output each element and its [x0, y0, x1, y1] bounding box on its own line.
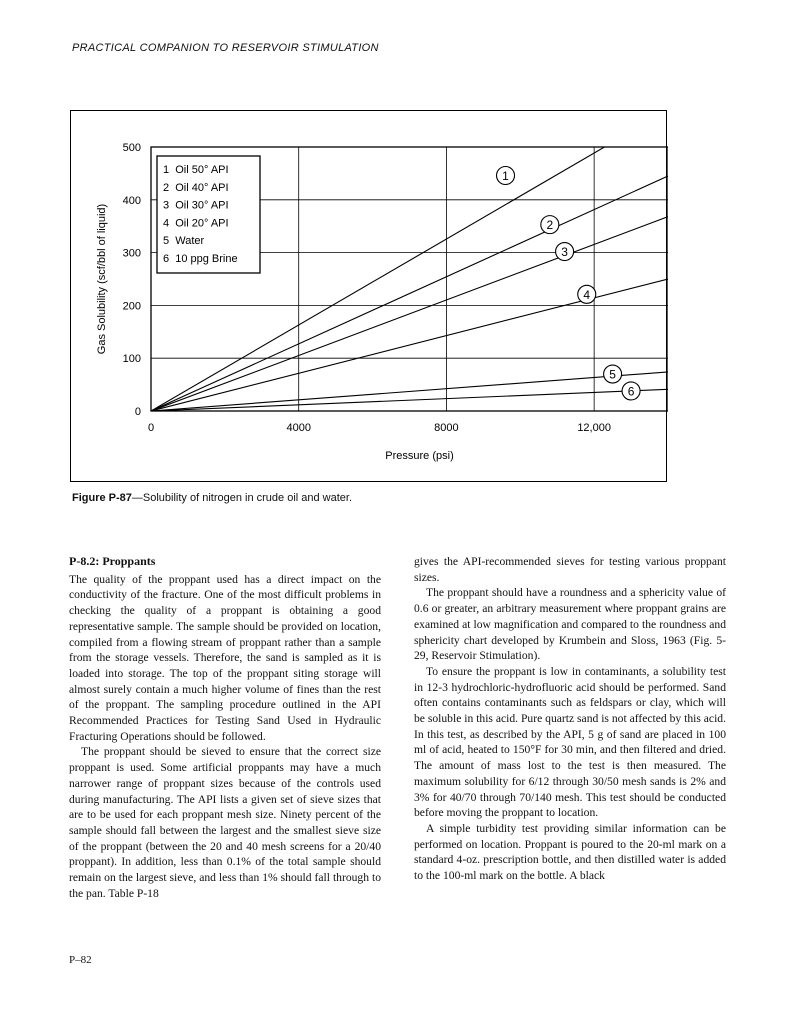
x-tick-label: 4000	[286, 422, 311, 434]
paragraph: A simple turbidity test providing similar information can be performed on location. Proppant is poured to the 20-ml mark on a standard 4-oz. prescription bottle, and then distilled water is added to the 100-ml mark on the bottle. A black	[414, 821, 726, 883]
x-tick-label: 0	[147, 422, 155, 434]
x-tick-label: 8000	[434, 422, 459, 434]
legend-entry: 5 Water	[163, 235, 205, 248]
figure-caption-label: Figure P-87	[72, 492, 132, 504]
x-axis-label: Pressure (psi)	[385, 450, 454, 462]
figure-frame	[70, 110, 667, 482]
legend-entry: 4 Oil 20° API	[163, 217, 229, 230]
paragraph: The quality of the proppant used has a direct impact on the conductivity of the fracture. One of the most difficult problems in checking the quality of a proppant is obtaining a good representative sample. The sample should be provided on location, compiled from a flowing stream of proppant rather than a sample from the storage vessels. Therefore, the sand is sampled as it is loaded into storage. The top of the proppant siting storage will almost surely contain a much higher volume of fines than the rest of the proppant. The sampling procedure outlined in the API Recommended Practices for Testing Sand Used in Hydraulic Fracturing Operations should be followed.	[69, 572, 381, 743]
legend-entry: 1 Oil 50° API	[163, 164, 229, 176]
right-column	[414, 554, 726, 884]
y-tick-label: 500	[122, 142, 141, 154]
y-tick-label: 100	[122, 353, 141, 366]
legend-entry: 6 10 ppg Brine	[163, 253, 238, 265]
figure-caption	[72, 492, 352, 504]
y-tick-label: 300	[122, 247, 141, 260]
legend-entry: 2 Oil 40° API	[163, 181, 229, 194]
curve-marker-label: 2	[546, 218, 554, 233]
left-column	[69, 554, 381, 901]
paragraph: To ensure the proppant is low in contaminants, a solubility test in 12-3 hydrochloric-hydrofluoric acid should be performed. Sand often contains contaminants such as feldspars or clay, which will be soluble in this acid. Pure quartz sand is not affected by this acid. In this test, as described by the API, 5 g of sand are placed in 100 ml of acid, heated to 150°F for 30 min, and then filtered and dried. The amount of mass lost to the test is then measured. The maximum solubility for 6/12 through 30/50 mesh sands is 2% and 3% for 40/70 through 70/140 mesh. This test should be conducted before moving the proppant to location.	[414, 664, 726, 820]
curve-marker-label: 5	[609, 367, 616, 382]
y-tick-label: 0	[134, 406, 141, 418]
legend-entry: 3 Oil 30° API	[163, 199, 229, 212]
curve-marker-label: 1	[502, 169, 509, 184]
series-line-6	[151, 389, 668, 411]
section-heading: P-8.2: Proppants	[69, 554, 156, 568]
solubility-chart	[71, 111, 668, 483]
paragraph: The proppant should be sieved to ensure that the correct size proppant is used. Some artificial proppants may have a much narrower range of proppant sizes because of the controls used during manufacturing. The API lists a given set of sieve sizes that are to be used for each proppant mesh size. Ninety percent of the sample should fall between the largest and the smallest sieve size of the proppant (between the 20 and 40 mesh screens for a 20/40 proppant). In addition, less than 0.1% of the total sample should remain on the largest sieve, and less than 1% should fall through to the pan. Table P-18	[69, 745, 381, 900]
y-tick-label: 200	[122, 300, 141, 313]
y-tick-label: 400	[122, 194, 141, 207]
x-tick-label: 12,000	[577, 422, 611, 434]
figure-caption-text: —Solubility of nitrogen in crude oil and water.	[131, 492, 353, 504]
paragraph: The proppant should have a roundness and a sphericity value of 0.6 or greater, an arbitrary measurement where proppant grains are examined at low magnification and compared to the roundness and sphericity chart developed by Krumbein and Sloss, 1963 (Fig. 5-29, Reservoir Stimulation).	[414, 586, 726, 663]
page-number: P–82	[69, 954, 92, 966]
paragraph: gives the API-recommended sieves for testing various proppant sizes.	[414, 555, 726, 584]
curve-marker-label: 3	[561, 245, 568, 260]
curve-marker-label: 6	[627, 384, 635, 399]
curve-marker-label: 4	[583, 287, 591, 302]
y-axis-label: Gas Solubility (scf/bbl of liquid)	[96, 203, 108, 355]
running-head: PRACTICAL COMPANION TO RESERVOIR STIMULATION	[72, 42, 379, 54]
